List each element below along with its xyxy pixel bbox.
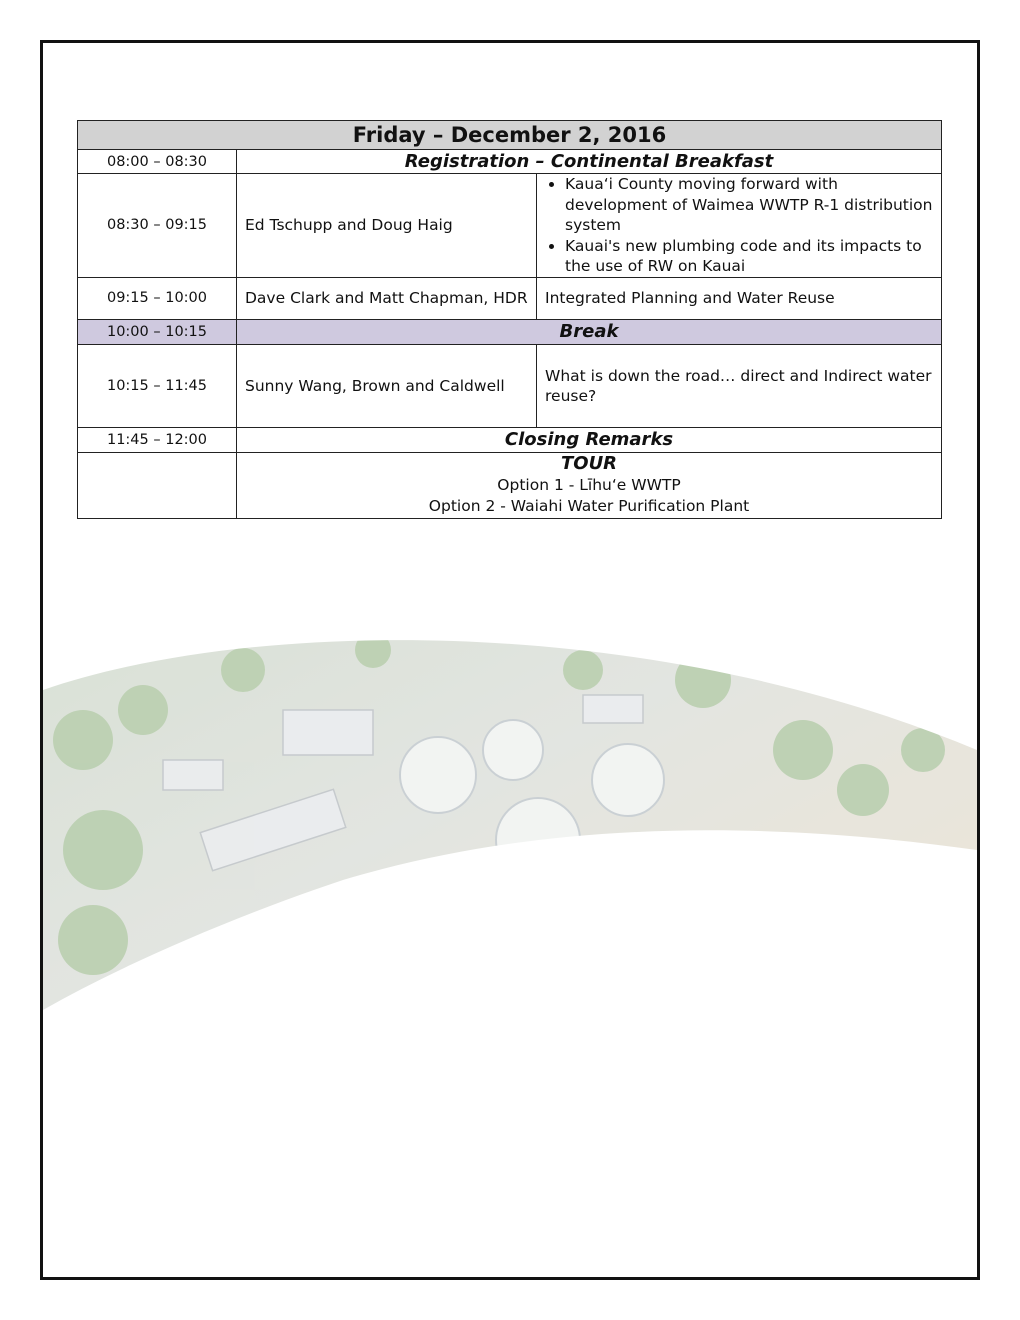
speaker-cell: Ed Tschupp and Doug Haig: [237, 174, 537, 278]
time-cell: 10:00 – 10:15: [78, 319, 237, 344]
session-title: Closing Remarks: [237, 427, 942, 452]
tour-option: Option 2 - Waiahi Water Purification Plant: [428, 497, 750, 515]
time-cell: 10:15 – 11:45: [78, 344, 237, 427]
time-cell: 09:15 – 10:00: [78, 277, 237, 319]
speaker-cell: Dave Clark and Matt Chapman, HDR: [237, 277, 537, 319]
agenda-table: [77, 120, 942, 519]
day-title: Friday – December 2, 2016: [78, 121, 942, 150]
time-cell: 08:00 – 08:30: [78, 150, 237, 174]
topic-cell: [537, 174, 942, 278]
topic-item: • Kauai's new plumbing code and its impacts to the use of RW on Kauai: [565, 236, 933, 277]
treatment-plant-background-image: [43, 520, 977, 1020]
session-title: Registration – Continental Breakfast: [237, 150, 942, 174]
time-cell: [78, 452, 237, 518]
topic-list: [545, 174, 933, 277]
topic-item: • Kaua‘i County moving forward with development of Waimea WWTP R-1 distribution system: [565, 174, 933, 236]
tour-option: Option 1 - Līhu‘e WWTP: [497, 476, 681, 494]
topic-cell: What is down the road… direct and Indirect water reuse?: [537, 344, 942, 427]
tour-cell: [237, 452, 942, 518]
tour-title: TOUR: [560, 453, 618, 474]
time-cell: 11:45 – 12:00: [78, 427, 237, 452]
topic-cell: Integrated Planning and Water Reuse: [537, 277, 942, 319]
time-cell: 08:30 – 09:15: [78, 174, 237, 278]
speaker-cell: Sunny Wang, Brown and Caldwell: [237, 344, 537, 427]
session-title: Break: [237, 319, 942, 344]
